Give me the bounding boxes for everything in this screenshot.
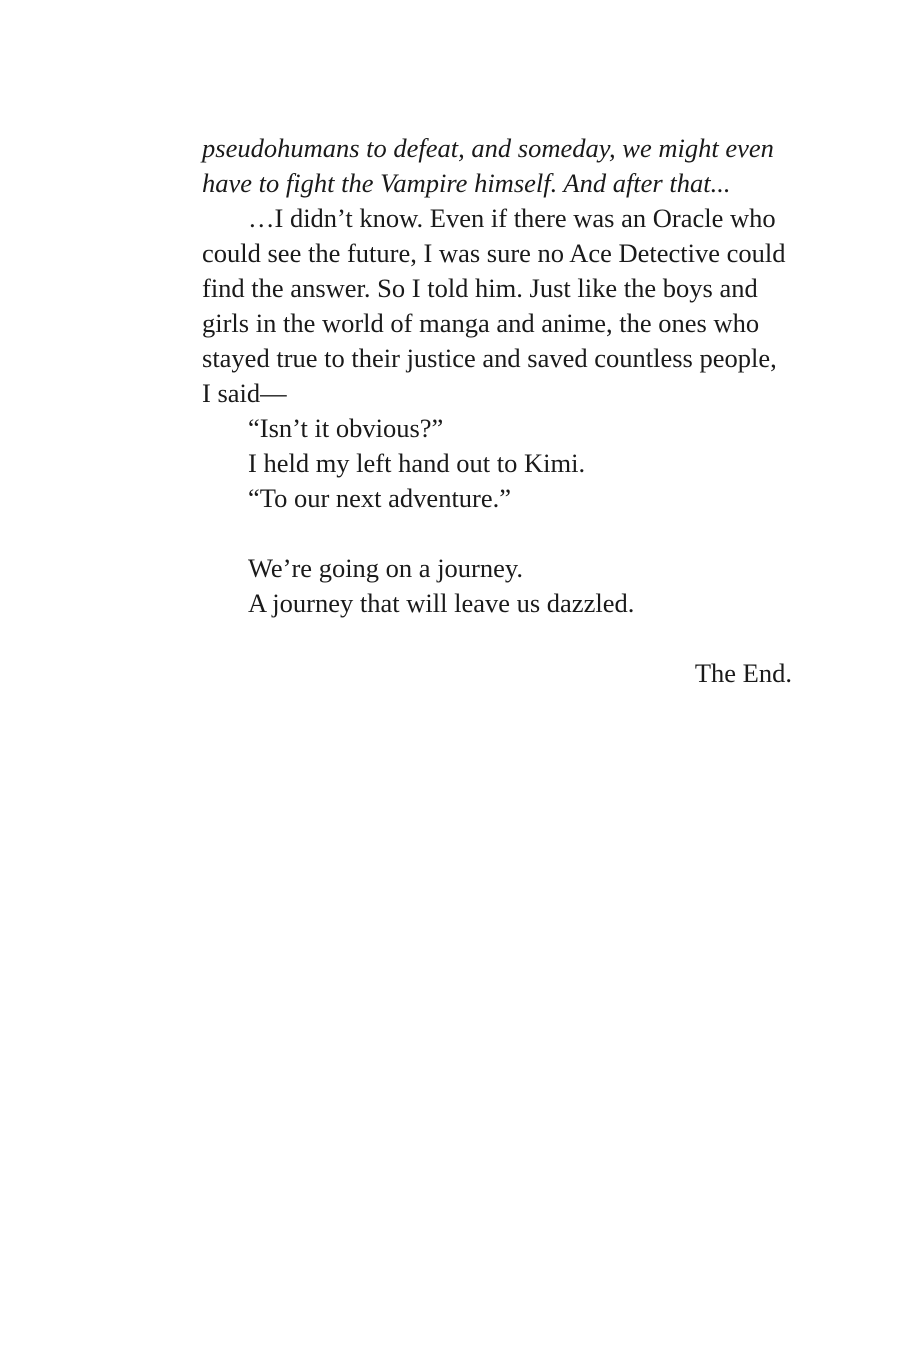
- section-break: [202, 516, 792, 551]
- section-break: [202, 621, 792, 656]
- narration-paragraph: …I didn’t know. Even if there was an Oracle who could see the future, I was sure no Ace Detective could find the answer. So I told him. Just like the boys and girls in the world of manga and anime, the ones who stayed true to their justice and saved countless people, I said—: [202, 203, 786, 408]
- italic-paragraph: pseudohumans to defeat, and someday, we might even have to fight the Vampire himself. And after that...: [202, 133, 774, 198]
- dialogue-line-obvious: “Isn’t it obvious?”: [248, 413, 444, 443]
- closing-line-dazzled: A journey that will leave us dazzled.: [248, 588, 635, 618]
- dialogue-line-adventure: “To our next adventure.”: [248, 483, 512, 513]
- the-end-label: The End.: [694, 658, 792, 688]
- page-body: [202, 131, 792, 691]
- closing-line-journey: We’re going on a journey.: [248, 553, 524, 583]
- narration-line-hand: I held my left hand out to Kimi.: [248, 448, 586, 478]
